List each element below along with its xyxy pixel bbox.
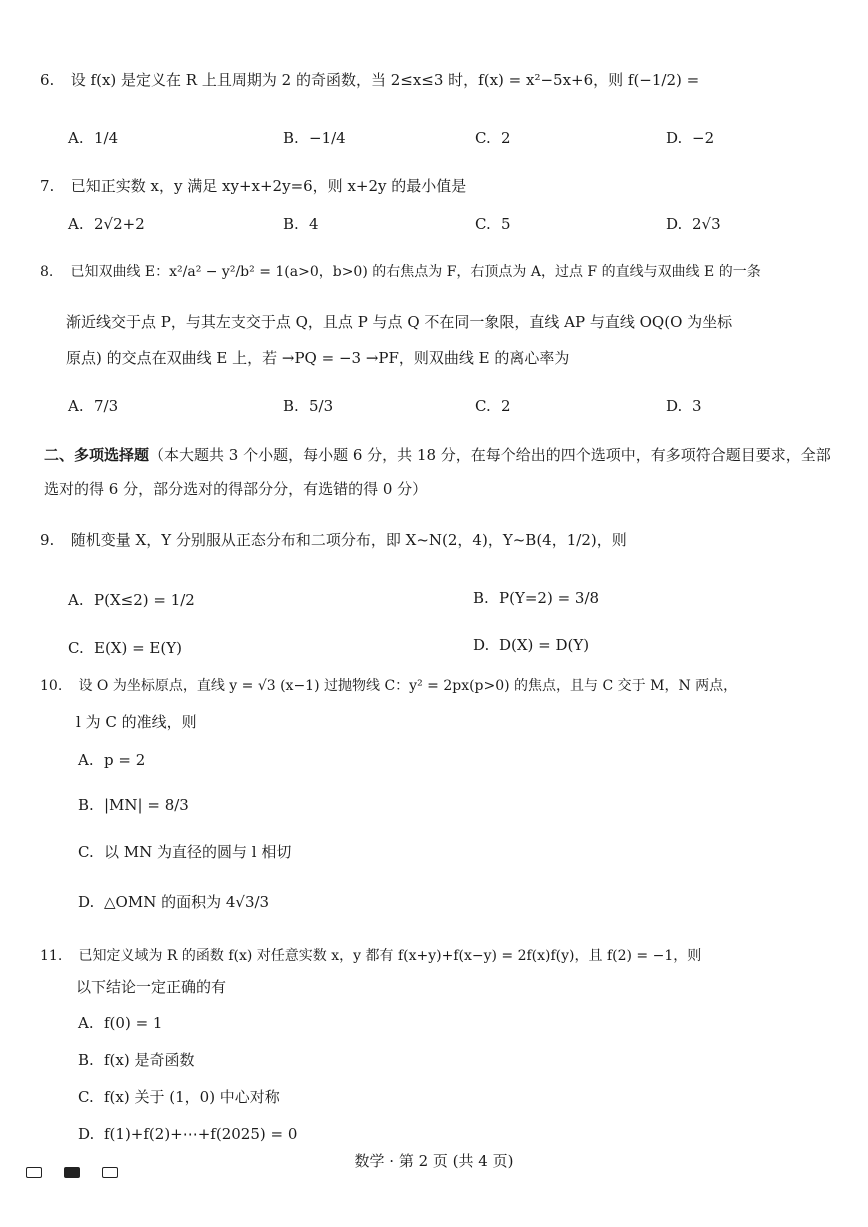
q8-option-a: A. 7/3 bbox=[68, 397, 119, 415]
question-10 bbox=[40, 676, 838, 696]
question-8 bbox=[40, 262, 838, 282]
question-number: 7. bbox=[40, 177, 55, 195]
q6-option-c: C. 2 bbox=[475, 129, 511, 147]
q11-option-a: A. f(0) = 1 bbox=[78, 1014, 163, 1032]
q11-option-b: B. f(x) 是奇函数 bbox=[78, 1051, 195, 1069]
question-text-line-1: 设 O 为坐标原点，直线 y = √3 (x−1) 过抛物线 C：y² = 2px(p>0) 的焦点，且与 C 交于 M，N 两点， bbox=[78, 678, 738, 694]
question-7 bbox=[40, 176, 838, 196]
q7-option-c: C. 5 bbox=[475, 215, 511, 233]
question-text: 设 f(x) 是定义在 R 上且周期为 2 的奇函数，当 2≤x≤3 时，f(x) = x²−5x+6，则 f(−1/2) = bbox=[70, 71, 700, 89]
q9-option-d: D. D(X) = D(Y) bbox=[473, 636, 590, 654]
question-number: 11. bbox=[40, 948, 63, 964]
q6-option-a: A. 1/4 bbox=[68, 129, 119, 147]
q10-option-a: A. p = 2 bbox=[78, 751, 146, 769]
page-footer: 数学 · 第 2 页 (共 4 页) bbox=[354, 1152, 514, 1170]
q10-option-d: D. △OMN 的面积为 4√3/3 bbox=[78, 893, 270, 911]
q9-option-c: C. E(X) = E(Y) bbox=[68, 639, 182, 657]
q10-option-c: C. 以 MN 为直径的圆与 l 相切 bbox=[78, 843, 292, 861]
q8-option-b: B. 5/3 bbox=[283, 397, 334, 415]
question-text-line-1: 已知定义域为 R 的函数 f(x) 对任意实数 x，y 都有 f(x+y)+f(x−y) = 2f(x)f(y)，且 f(2) = −1，则 bbox=[78, 948, 702, 964]
q8-option-d: D. 3 bbox=[666, 397, 702, 415]
q9-option-b: B. P(Y=2) = 3/8 bbox=[473, 589, 600, 607]
question-number: 8. bbox=[40, 264, 54, 280]
q7-option-b: B. 4 bbox=[283, 215, 319, 233]
question-text: 已知正实数 x，y 满足 xy+x+2y=6，则 x+2y 的最小值是 bbox=[70, 177, 467, 195]
section-title: 二、多项选择题 bbox=[44, 446, 150, 464]
question-number: 9. bbox=[40, 531, 55, 549]
section-2-header bbox=[44, 438, 838, 506]
q10-option-b: B. |MN| = 8/3 bbox=[78, 796, 189, 814]
q6-option-d: D. −2 bbox=[666, 129, 715, 147]
question-9 bbox=[40, 530, 838, 550]
question-8-line-3: 原点) 的交点在双曲线 E 上，若 →PQ = −3 →PF，则双曲线 E 的离心率为 bbox=[66, 349, 570, 367]
question-10-line-2: l 为 C 的准线，则 bbox=[76, 713, 197, 731]
question-11 bbox=[40, 946, 838, 966]
question-6 bbox=[40, 70, 838, 90]
q11-option-d: D. f(1)+f(2)+⋯+f(2025) = 0 bbox=[78, 1125, 298, 1143]
question-11-line-2: 以下结论一定正确的有 bbox=[76, 978, 227, 996]
question-text-line-1: 已知双曲线 E：x²/a² − y²/b² = 1(a>0，b>0) 的右焦点为 F，右顶点为 A，过点 F 的直线与双曲线 E 的一条 bbox=[70, 264, 761, 280]
q8-option-c: C. 2 bbox=[475, 397, 511, 415]
section-description: （本大题共 3 个小题，每小题 6 分，共 18 分，在每个给出的四个选项中，有多项符合题目要求，全部选对的得 6 分，部分选对的得部分分，有选错的得 0 分） bbox=[44, 446, 831, 498]
q6-option-b: B. −1/4 bbox=[283, 129, 346, 147]
q9-option-a: A. P(X≤2) = 1/2 bbox=[68, 591, 195, 609]
q7-option-a: A. 2√2+2 bbox=[68, 215, 145, 233]
q7-option-d: D. 2√3 bbox=[666, 215, 721, 233]
question-number: 10. bbox=[40, 678, 63, 694]
q11-option-c: C. f(x) 关于 (1，0) 中心对称 bbox=[78, 1088, 280, 1106]
question-number: 6. bbox=[40, 71, 55, 89]
question-text: 随机变量 X，Y 分别服从正态分布和二项分布，即 X~N(2，4)，Y~B(4，1/2)，则 bbox=[70, 531, 627, 549]
question-8-line-2: 渐近线交于点 P，与其左支交于点 Q，且点 P 与点 Q 不在同一象限，直线 AP 与直线 OQ(O 为坐标 bbox=[66, 313, 733, 331]
